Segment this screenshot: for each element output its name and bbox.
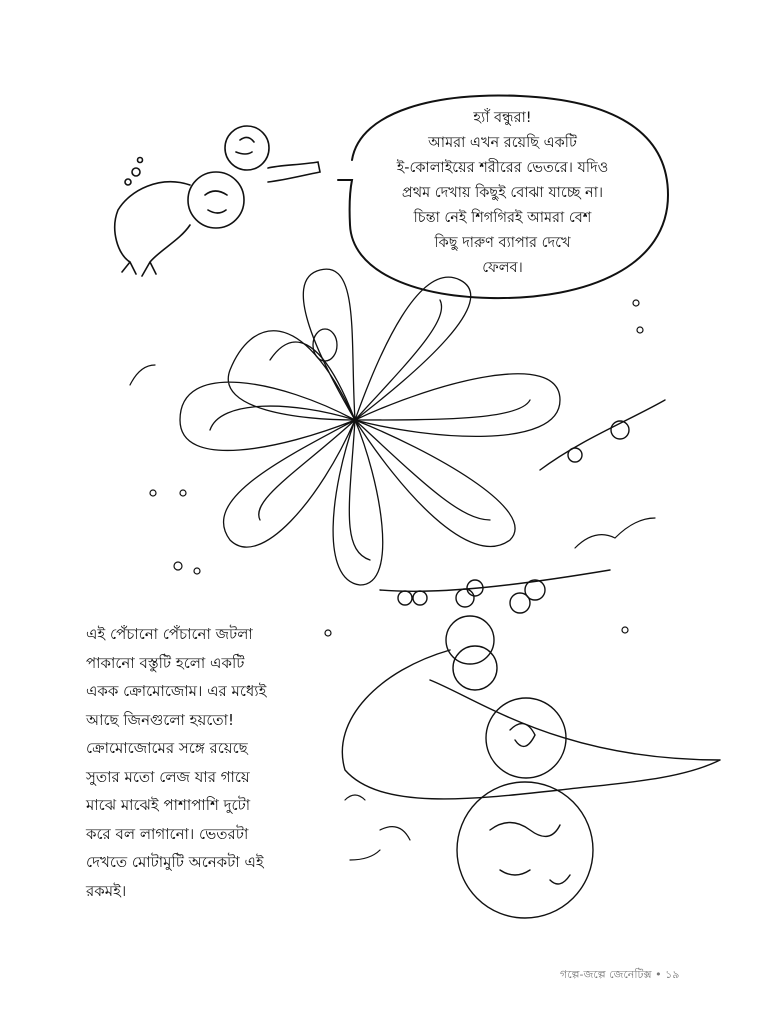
- speech-bubble-text: [345, 106, 660, 281]
- bubble-line: আমরা এখন রয়েছি একটি: [428, 135, 577, 151]
- text-line: একক ক্রোমোজোম। এর মধ্যেই: [86, 682, 267, 700]
- text-line: রকমই।: [86, 881, 127, 900]
- text-line: মাঝে মাঝেই পাশাপাশি দুটো: [86, 796, 251, 814]
- bubble-line: প্রথম দেখায় কিছুই বোঝা যাচ্ছে না।: [401, 185, 604, 201]
- running-title: গল্পে-জল্পে জেনেটিক্স: [560, 968, 652, 981]
- bubble-line: ফেলব।: [482, 260, 523, 276]
- text-line: সুতার মতো লেজ যার গায়ে: [86, 767, 250, 786]
- text-line: ক্রোমোজোমের সঙ্গে রয়েছে: [86, 739, 248, 757]
- astronaut-illustration: [115, 126, 320, 276]
- bubble-line: কিছু দারুণ ব্যাপার দেখে: [434, 235, 571, 251]
- bubble-line: হ্যাঁ বন্ধুরা!: [473, 110, 532, 126]
- text-line: করে বল লাগানো। ভেতরটা: [86, 824, 249, 843]
- text-line: এই পেঁচানো পেঁচানো জটলা: [86, 625, 253, 643]
- chromosome-illustration: [180, 269, 560, 585]
- body-paragraph: [86, 620, 326, 905]
- separator-dot: •: [655, 968, 662, 981]
- text-line: দেখতে মোটামুটি অনেকটা এই: [86, 853, 264, 871]
- tail-with-balls-illustration: [342, 400, 720, 918]
- bubble-line: চিন্তা নেই শিগগিরই আমরা বেশ: [413, 210, 592, 226]
- bubble-line: ই-কোলাইয়ের শরীরের ভেতরে। যদিও: [396, 160, 609, 176]
- page-footer: [560, 966, 679, 985]
- page-number: ১৯: [665, 968, 680, 981]
- text-line: আছে জিনগুলো হয়তো!: [86, 710, 235, 729]
- text-line: পাকানো বস্তুটি হলো একটি: [86, 653, 245, 672]
